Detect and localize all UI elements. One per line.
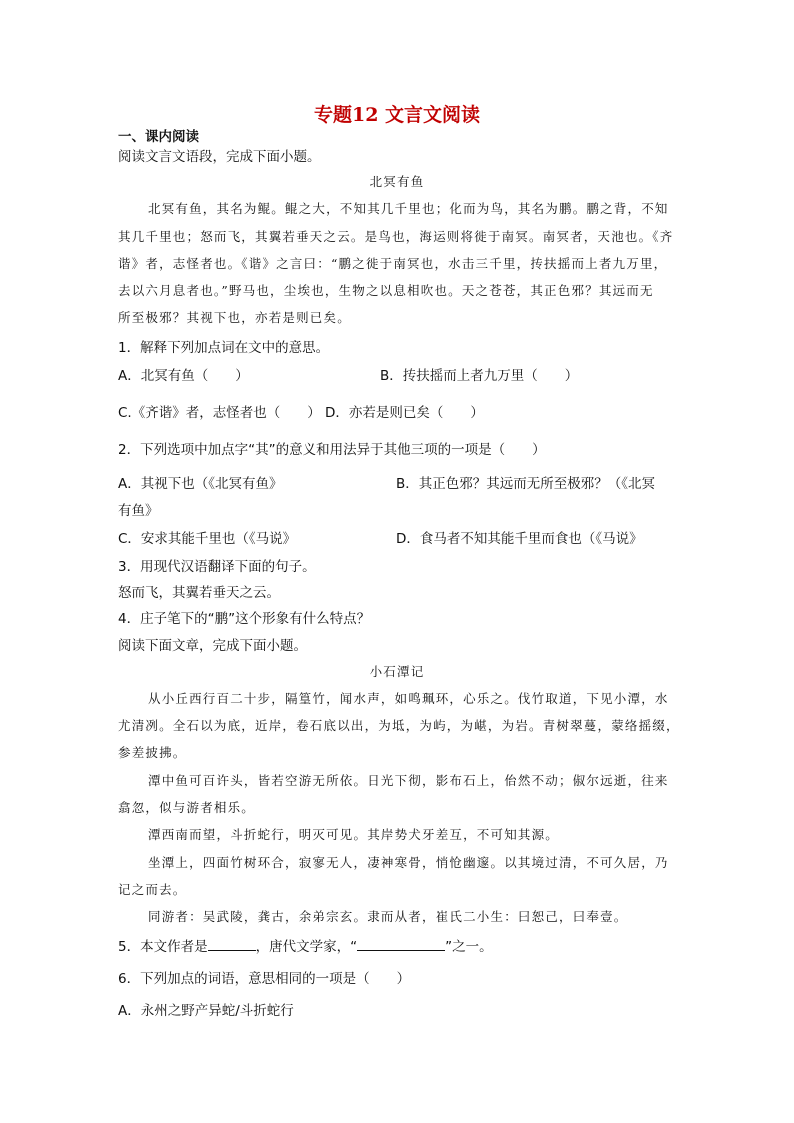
passage-1-line: 其几千里也；怒而飞，其翼若垂天之云。是鸟也，海运则将徙于南冥。南冥者，天池也。《齐 [118, 229, 674, 244]
passage-1-line: 北冥有鱼，其名为鲲。鲲之大，不知其几千里也；化而为鸟，其名为鹏。鹏之背，不知 [148, 201, 669, 216]
section-heading: 一、课内阅读 [118, 129, 199, 145]
question-3-sentence: 怒而飞，其翼若垂天之云。 [118, 585, 280, 601]
passage-2-line: 尤清冽。全石以为底，近岸，卷石底以出，为坻，为屿，为嵁，为岩。青树翠蔓，蒙络摇缀， [118, 718, 680, 733]
passage-2-line: 翕忽，似与游者相乐。 [118, 800, 256, 815]
question-4-stem: 4．庄子笔下的“鹏”这个形象有什么特点？ [118, 611, 371, 627]
passage-2-line: 潭中鱼可百许头，皆若空游无所依。日光下彻，影布石上，佁然不动；俶尔远逝，往来 [148, 773, 669, 788]
passage-2-line: 潭西南而望，斗折蛇行，明灭可见。其岸势犬牙差互，不可知其源。 [148, 827, 560, 842]
question-3-stem: 3．用现代汉语翻译下面的句子。 [118, 559, 316, 575]
passage-1-line: 所至极邪？其视下也，亦若是则已矣。 [118, 310, 351, 325]
question-1-option-a: A．北冥有鱼（ ） [118, 368, 249, 384]
passage-2-line: 同游者：吴武陵，龚古，余弟宗玄。隶而从者，崔氏二小生：曰恕己，曰奉壹。 [148, 909, 628, 924]
page-title: 专题12 文言文阅读 [313, 104, 481, 126]
question-1-stem: 1．解释下列加点词在文中的意思。 [118, 340, 330, 356]
passage-1-line: 谐》者，志怪者也。《谐》之言曰：“鹏之徙于南冥也，水击三千里，抟扶摇而上者九万里， [118, 256, 668, 271]
question-2-stem: 2．下列选项中加点字“其”的意义和用法异于其他三项的一项是（ ） [118, 442, 546, 458]
question-2-option-b: B．其正色邪？其远而无所至极邪？（《北冥 [396, 476, 656, 492]
answer-blank-author[interactable] [208, 938, 256, 951]
question-1-option-b: B．抟扶摇而上者九万里（ ） [380, 368, 579, 384]
question-6-option-a: A．永州之野产异蛇/斗折蛇行 [118, 1003, 294, 1019]
question-5 [118, 935, 493, 955]
passage-2-line: 从小丘西行百二十步，隔篁竹，闻水声，如鸣珮环，心乐之。伐竹取道，下见小潭，水 [148, 691, 669, 706]
question-2-option-d: D．食马者不知其能千里而食也（《马说》 [396, 531, 643, 547]
passage-2-line: 参差披拂。 [118, 745, 187, 760]
passage-2-heading: 小石潭记 [369, 664, 425, 679]
question-2-option-b-continued: 有鱼》 [118, 503, 159, 519]
question-2-option-a: A．其视下也（《北冥有鱼》 [118, 476, 283, 492]
question-2-option-c: C．安求其能千里也（《马说》 [118, 531, 297, 547]
passage-1-heading: 北冥有鱼 [369, 174, 425, 189]
question-5-text-pre: 5．本文作者是 [118, 939, 208, 955]
instruction-2: 阅读下面文章，完成下面小题。 [118, 638, 307, 654]
question-1-option-cd: C.《齐谐》者，志怪者也（ ） D．亦若是则已矣（ ） [118, 405, 484, 421]
question-6-stem: 6．下列加点的词语，意思相同的一项是（ ） [118, 971, 411, 987]
question-5-text-post: ”之一。 [445, 939, 493, 955]
answer-blank-group[interactable] [357, 938, 445, 951]
passage-2-line: 坐潭上，四面竹树环合，寂寥无人，凄神寒骨，悄怆幽邃。以其境过清，不可久居，乃 [148, 855, 669, 870]
passage-2-line: 记之而去。 [118, 882, 187, 897]
question-5-text-mid: ，唐代文学家，“ [255, 939, 358, 955]
passage-1-line: 去以六月息者也。”野马也，尘埃也，生物之以息相吹也。天之苍苍，其正色邪？其远而无 [118, 283, 654, 298]
instruction-1: 阅读文言文语段，完成下面小题。 [118, 149, 321, 165]
